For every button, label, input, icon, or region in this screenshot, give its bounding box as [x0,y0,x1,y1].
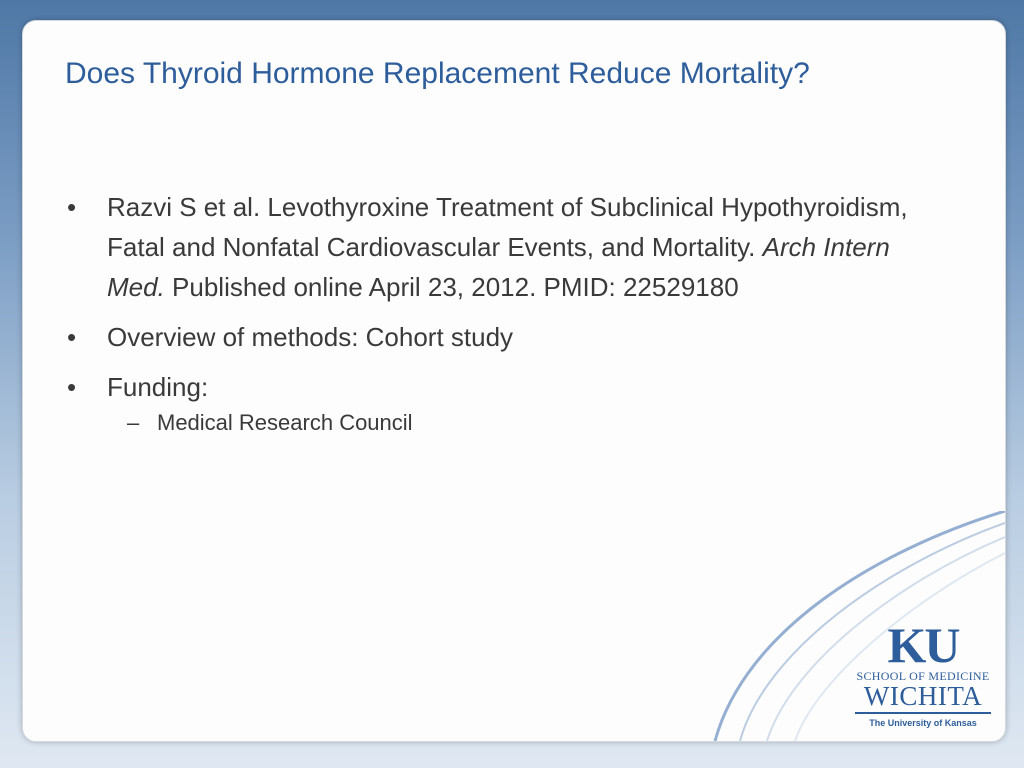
ku-wichita-logo [849,617,997,729]
sub-bullet-funder: – Medical Research Council [107,407,945,439]
logo-ku: KU [887,617,959,673]
methods-text: Overview of methods: Cohort study [107,322,514,352]
bullet-list [65,187,945,449]
citation-details: Published online April 23, 2012. PMID: 22529180 [164,272,739,302]
bullet-funding [65,367,945,439]
bullet-citation [65,187,945,307]
logo-wichita: WICHITA [863,681,983,711]
logo-school: SCHOOL OF MEDICINE [856,669,990,683]
funding-sub-list [107,407,945,439]
citation-text: Razvi S et al. Levothyroxine Treatment of Subclinical Hypothyroidism, Fatal and Nonfatal Cardiovascular Events, and Mortality. [107,192,908,262]
slide-card [22,20,1006,742]
logo-university: The University of Kansas [869,718,977,728]
logo-divider [855,712,991,714]
bullet-methods [65,317,945,357]
funding-text: Funding: [107,372,209,402]
journal-name: Arch Intern Med. [107,232,890,302]
slide-title: Does Thyroid Hormone Replacement Reduce Mortality? [65,57,810,90]
